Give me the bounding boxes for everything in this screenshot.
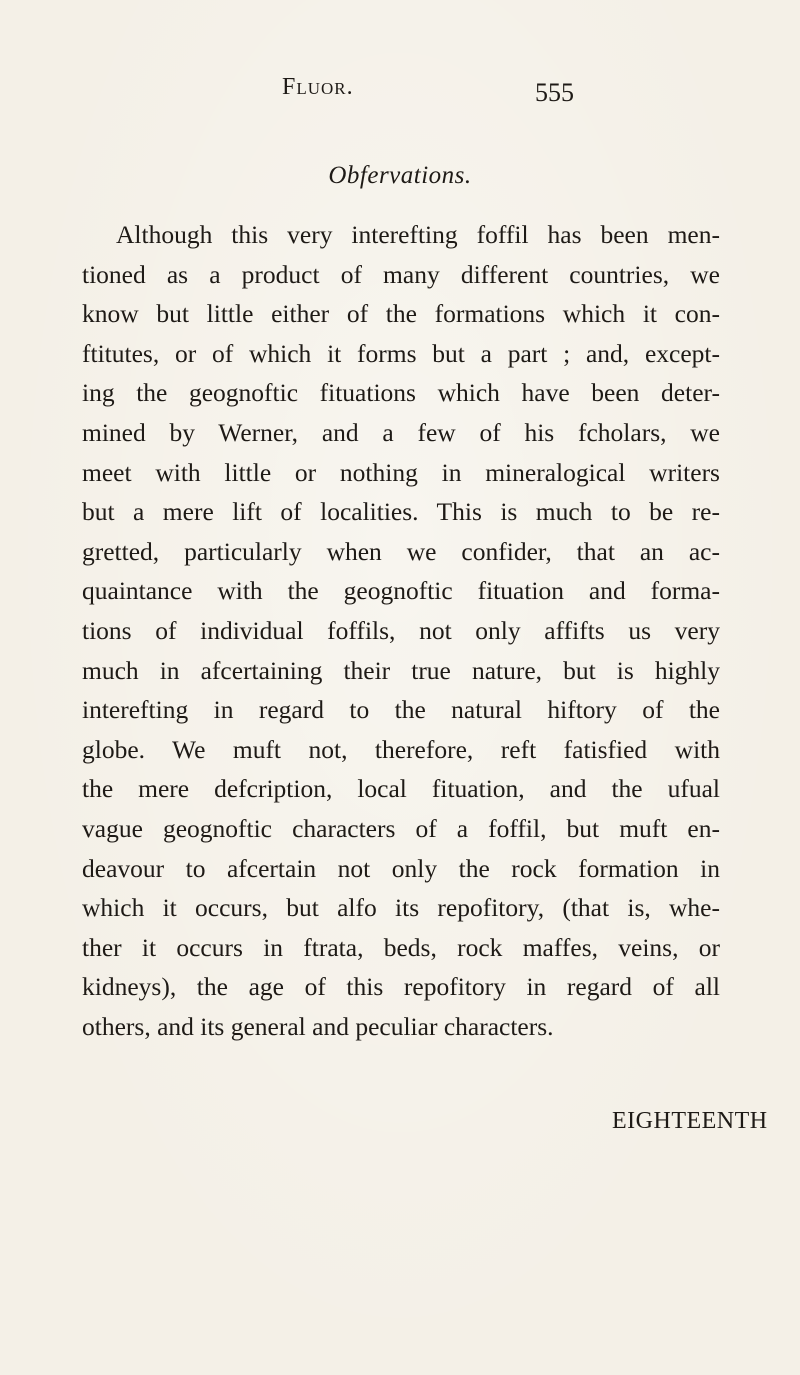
body-paragraph — [82, 215, 720, 1046]
text-line: ing the geognoftic fituations which have been deter- — [82, 378, 720, 408]
text-line: which it occurs, but alfo its repofitory, (that is, whe- — [82, 893, 720, 923]
text-line: much in afcertaining their true nature, but is highly — [82, 655, 720, 685]
text-line: mined by Werner, and a few of his fcholars, we — [82, 417, 720, 447]
text-line: but a mere lift of localities. This is much to be re- — [82, 497, 720, 527]
text-line: deavour to afcertain not only the rock formation in — [82, 853, 720, 883]
text-line: meet with little or nothing in mineralogical writers — [82, 457, 720, 487]
text-line: gretted, particularly when we confider, that an ac- — [82, 536, 720, 566]
text-line: others, and its general and peculiar characters. — [82, 1011, 554, 1041]
catchword: EIGHTEENTH — [612, 1108, 768, 1134]
running-head-title: Fluor. — [282, 74, 354, 100]
text-line: globe. We muft not, therefore, reft fatisfied with — [82, 734, 720, 764]
text-line: vague geognoftic characters of a foffil, but muft en- — [82, 813, 720, 843]
text-line: the mere defcription, local fituation, and the ufual — [82, 774, 720, 804]
text-line: interefting in regard to the natural hiftory of the — [82, 695, 720, 725]
section-title: Obfervations. — [328, 162, 472, 189]
text-line: quaintance with the geognoftic fituation and forma- — [82, 576, 720, 606]
text-line: tions of individual foffils, not only affifts us very — [82, 615, 720, 645]
text-line: ftitutes, or of which it forms but a part ; and, except- — [82, 338, 720, 368]
page-number: 555 — [535, 78, 574, 107]
text-line: know but little either of the formations which it con- — [82, 299, 720, 329]
text-line: tioned as a product of many different countries, we — [82, 259, 720, 289]
text-line: Although this very interefting foffil has been men- — [116, 220, 720, 249]
text-line: ther it occurs in ftrata, beds, rock maffes, veins, or — [82, 932, 720, 962]
text-line: kidneys), the age of this repofitory in regard of all — [82, 972, 720, 1002]
